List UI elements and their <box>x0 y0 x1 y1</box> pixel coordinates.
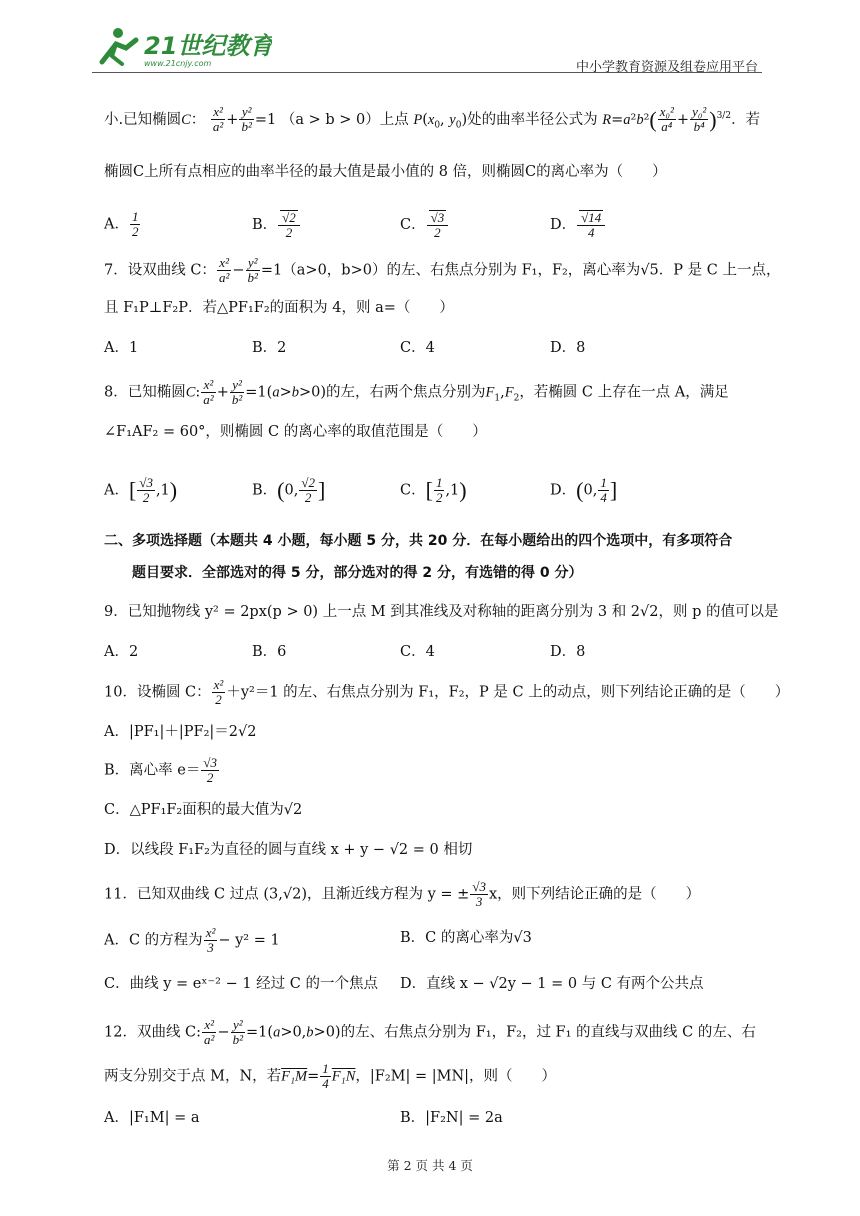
q7-option-a[interactable]: A．1 <box>104 340 139 356</box>
runner-logo-icon <box>92 22 272 72</box>
q10-option-d[interactable]: D．以线段 F₁F₂为直径的圆与直线 x + y − √2 = 0 相切 <box>104 842 473 858</box>
header-divider <box>92 72 762 73</box>
q10-option-a[interactable]: A．|PF₁|＋|PF₂|＝2√2 <box>104 724 257 740</box>
q6-frac-x: $\frac{\text{x²}}{\text{a²}}$ <box>212 104 224 135</box>
page-footer: 第 2 页 共 4 页 <box>387 1158 473 1173</box>
q10-option-b[interactable]: B．离心率 e＝ $\frac{√3}{2}$ <box>104 755 217 785</box>
q12-line2: 两支分别交于点 M，N，若F₁M= $\frac{1}{4}$ F₁N，|F₂M| = |MN|，则（ ） <box>104 1061 557 1091</box>
q8-option-c[interactable]: C．[ $\frac{1}{2}$ ,1) <box>400 475 467 505</box>
q10-option-c[interactable]: C．△PF₁F₂面积的最大值为√2 <box>104 802 303 818</box>
q7-option-c[interactable]: C．4 <box>400 340 435 356</box>
q6-option-c[interactable]: C． $\frac{√3}{2}$ <box>400 210 449 234</box>
q9-option-d[interactable]: D．8 <box>550 644 586 660</box>
q9-option-b[interactable]: B．6 <box>252 644 287 660</box>
q7-option-b[interactable]: B．2 <box>252 340 287 356</box>
section-2-title: 二、多项选择题（本题共 4 小题，每小题 5 分，共 20 分．在每小题给出的四个选项中，有多项符合 <box>104 533 733 549</box>
q6-option-a[interactable]: A． $\frac{1}{2}$ <box>104 209 139 239</box>
q9-text: 9．已知抛物线 y² = 2px(p > 0) 上一点 M 到其准线及对称轴的距离分别为 3 和 2√2，则 p 的值可以是 <box>104 604 779 620</box>
logo <box>92 22 272 72</box>
section-2-subtitle: 题目要求．全部选对的得 5 分，部分选对的得 2 分，有选错的得 0 分） <box>132 565 583 581</box>
q11-line1: 11．已知双曲线 C 过点 (3,√2)，且渐近线方程为 y = ± $\frac{√3}{3}$ x，则下列结论正确的是（ ） <box>104 879 701 909</box>
q6-option-d[interactable]: D． $\frac{√14}{4}$ <box>550 210 606 234</box>
q12-line1: 12．双曲线 C: $\frac{\text{x²}}{\text{a²}}$ − $\frac{\text{y²}}{\text{b²}}$ =1(a>0,b>0)的左、右焦点分别为 F₁，F₂，过 F₁ 的直线与双曲线 C 的左、右 <box>104 1017 756 1047</box>
q8-line1: 8．已知椭圆C: $\frac{\text{x²}}{\text{a²}}$ + $\frac{\text{y²}}{\text{b²}}$ =1(a>b>0)的左，右两个焦点分别为$F_1,F_2$，若椭圆 C 上存在一点 A，满足 <box>104 377 729 407</box>
logo-text: 21世纪教育 <box>144 32 272 60</box>
q8-option-b[interactable]: B．(0, $\frac{√2}{2}$ ] <box>252 475 326 505</box>
logo-url: www.21cnjy.com <box>144 59 212 68</box>
q7-line2: 且 F₁P⊥F₂P．若△PF₁F₂的面积为 4，则 a=（ ） <box>104 300 454 316</box>
q11-option-a[interactable]: A．C 的方程为 $\frac{\text{x²}}{3}$ − y² = 1 <box>104 925 280 955</box>
q11-option-d[interactable]: D．直线 x − √2y − 1 = 0 与 C 有两个公共点 <box>400 976 704 992</box>
q8-option-a[interactable]: A．[ $\frac{√3}{2}$ ,1) <box>104 475 178 505</box>
q6-option-b[interactable]: B． $\frac{√2}{2}$ <box>252 210 301 234</box>
q8-line2: ∠F₁AF₂ = 60°，则椭圆 C 的离心率的取值范围是（ ） <box>104 424 487 440</box>
q10-line1: 10．设椭圆 C： $\frac{\text{x²}}{2}$ ＋y²＝1 的左、右焦点分别为 F₁，F₂，P 是 C 上的动点，则下列结论正确的是（ ） <box>104 677 790 707</box>
q12-option-a[interactable]: A．|F₁M| = a <box>104 1110 200 1126</box>
q6-line2: 椭圆C上所有点相应的曲率半径的最大值是最小值的 8 倍，则椭圆C的离心率为（ ） <box>104 164 667 180</box>
q7-line1: 7．设双曲线 C： $\frac{\text{x²}}{\text{a²}}$ − $\frac{\text{y²}}{\text{b²}}$ =1（a>0，b>0）的左、右焦点分别为 F₁，F₂，离心率为√5．P 是 C 上一点， <box>104 255 781 285</box>
q7-option-d[interactable]: D．8 <box>550 340 586 356</box>
q12-option-b[interactable]: B．|F₂N| = 2a <box>400 1110 503 1126</box>
q9-option-a[interactable]: A．2 <box>104 644 139 660</box>
q8-option-d[interactable]: D．(0, $\frac{1}{4}$ ] <box>550 475 618 505</box>
q6-line1: 小.已知椭圆C： $\frac{\text{x²}}{\text{a²}}$ + $\frac{\text{y²}}{\text{b²}}$ =1 （a > b > 0）上点 $P(x_0$, $y_0$)处的曲率半径公式为 R=a²b²( $\frac{\text{x₀²}}{\text{a⁴}}$ + $\frac{\text{y₀²}}{\text{b⁴}}$ )$^{3/2}$．若 <box>104 104 761 135</box>
platform-name: 中小学教育资源及组卷应用平台 <box>575 60 758 75</box>
q11-option-b[interactable]: B．C 的离心率为√3 <box>400 930 532 946</box>
q9-option-c[interactable]: C．4 <box>400 644 435 660</box>
q11-option-c[interactable]: C．曲线 y = eˣ⁻² − 1 经过 C 的一个焦点 <box>104 976 378 992</box>
